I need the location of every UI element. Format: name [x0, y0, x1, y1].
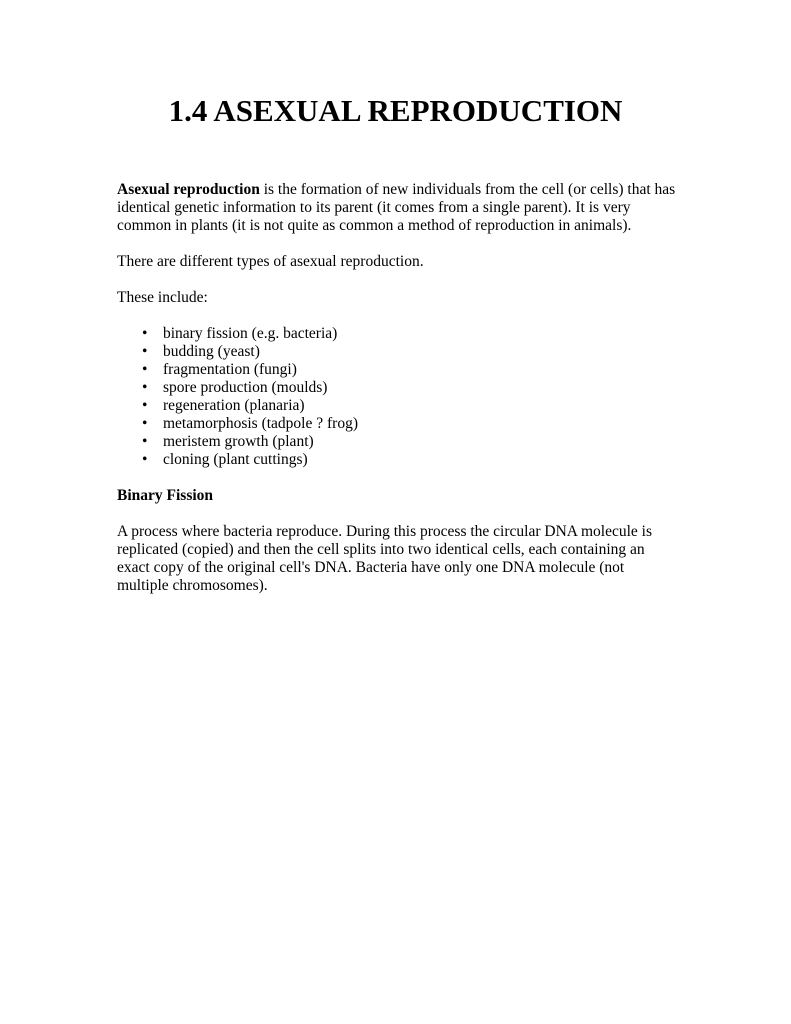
list-item: • metamorphosis (tadpole ? frog)	[163, 415, 677, 433]
document-body	[117, 181, 677, 613]
types-list	[117, 325, 677, 469]
intro-text: is the formation of new individuals from the cell (or cells) that has identical genetic information to its parent (it comes from a single parent). It is very common in plants (it is not quite as common a method of reproduction in animals).	[117, 181, 676, 234]
list-item: • budding (yeast)	[163, 343, 677, 361]
binary-fission-paragraph: A process where bacteria reproduce. During this process the circular DNA molecule is replicated (copied) and then the cell splits into two identical cells, each containing an exact copy of the original cell's DNA. Bacteria have only one DNA molecule (not multiple chromosomes).	[117, 523, 652, 594]
list-item: • cloning (plant cuttings)	[163, 451, 677, 469]
list-item: • meristem growth (plant)	[163, 433, 677, 451]
binary-fission-heading: Binary Fission	[117, 487, 214, 504]
these-include-paragraph: These include:	[117, 289, 208, 306]
page-title: 1.4 ASEXUAL REPRODUCTION	[168, 93, 623, 128]
list-item: • spore production (moulds)	[163, 379, 677, 397]
intro-paragraph	[117, 181, 677, 235]
list-item: • binary fission (e.g. bacteria)	[163, 325, 677, 343]
types-intro-paragraph: There are different types of asexual reproduction.	[117, 253, 424, 270]
list-item: • fragmentation (fungi)	[163, 361, 677, 379]
intro-term: Asexual reproduction	[117, 181, 260, 198]
list-item: • regeneration (planaria)	[163, 397, 677, 415]
